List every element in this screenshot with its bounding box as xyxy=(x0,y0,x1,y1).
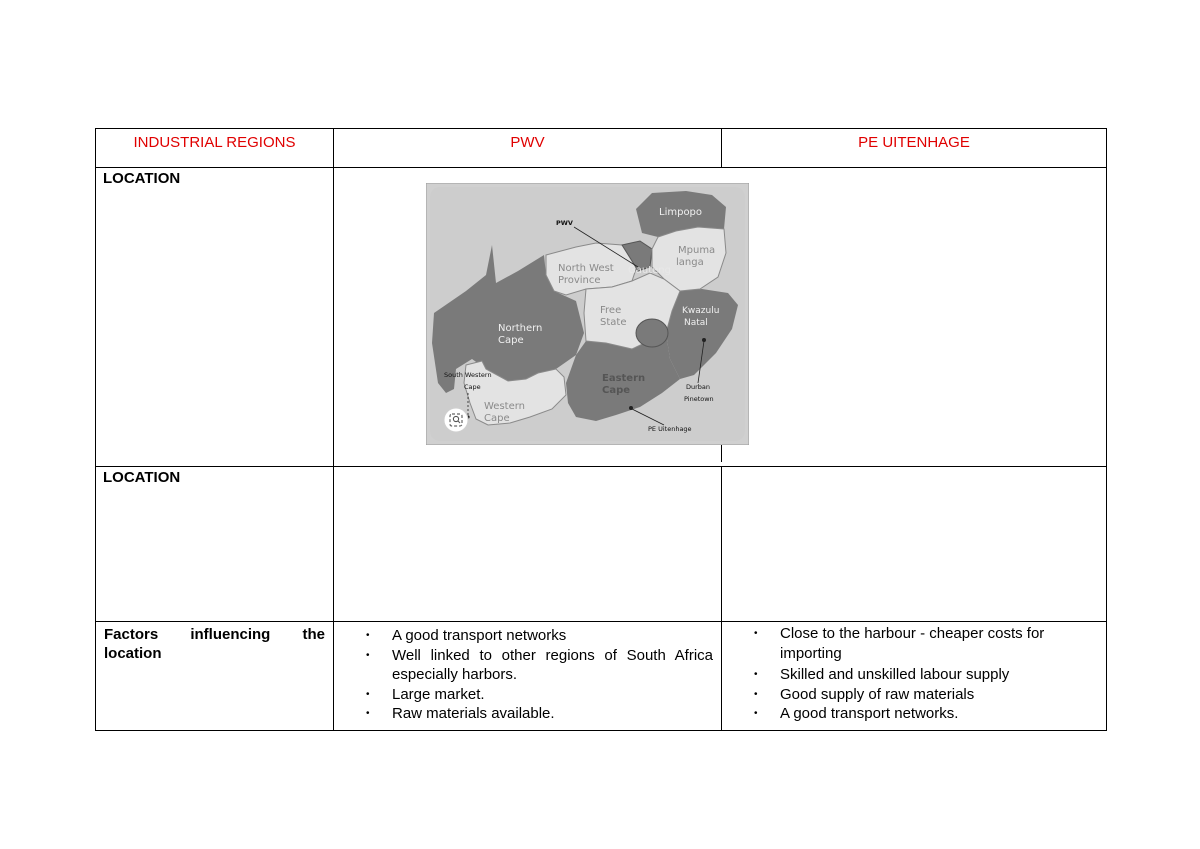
bullet-icon: • xyxy=(754,708,758,719)
list-item: • Raw materials available. xyxy=(366,705,555,722)
map-label-gauteng: Gauteng xyxy=(628,265,671,276)
lesotho-region xyxy=(636,319,668,347)
map-label-western-cape-1: Western xyxy=(484,401,526,412)
map-label-sw-cape-1: South Western xyxy=(444,371,492,379)
map-label-eastern-cape-1: Eastern xyxy=(602,373,646,384)
list-item: • Large market. xyxy=(366,685,485,703)
map-label-north-west-2: Province xyxy=(558,275,601,286)
factors-row xyxy=(96,622,1107,731)
map-label-mpumalanga-2: langa xyxy=(676,257,704,268)
location-row-2 xyxy=(96,467,1107,622)
map-label-pwv: PWV xyxy=(556,219,573,227)
image-search-icon[interactable] xyxy=(444,408,468,432)
location-label-1: LOCATION xyxy=(96,168,334,467)
map-label-durban-2: Pinetown xyxy=(684,395,714,403)
bullet-icon: • xyxy=(366,688,370,700)
pe-location-cell xyxy=(722,467,1107,622)
map-label-pe: PE Uitenhage xyxy=(648,425,692,433)
list-item: • Skilled and unskilled labour supply xyxy=(754,666,1010,683)
map-label-northern-cape-1: Northern xyxy=(498,323,543,334)
map-label-western-cape-2: Cape xyxy=(484,413,510,424)
pwv-factors-list xyxy=(366,626,713,724)
header-pe-uitenhage: PE UITENHAGE xyxy=(722,129,1107,168)
bullet-icon: • xyxy=(366,649,370,661)
header-pwv: PWV xyxy=(334,129,722,168)
map-label-kwazulu-1: Kwazulu xyxy=(682,306,720,316)
location-label-2: LOCATION xyxy=(96,467,334,622)
list-item: • Well linked to other regions of South Africa especially harbors. xyxy=(366,646,713,683)
bullet-icon: • xyxy=(754,669,758,680)
factors-label: Factors influencing the location xyxy=(96,622,334,731)
map-label-north-west-1: North West xyxy=(558,263,614,274)
map-label-northern-cape-2: Cape xyxy=(498,335,524,346)
bullet-icon: • xyxy=(754,628,758,639)
header-industrial-regions: INDUSTRIAL REGIONS xyxy=(96,129,334,168)
pe-marker xyxy=(629,406,633,410)
map-label-durban-1: Durban xyxy=(686,383,711,391)
bullet-icon: • xyxy=(366,708,370,719)
map-label-eastern-cape-2: Cape xyxy=(602,385,631,396)
list-item: • Good supply of raw materials xyxy=(754,685,975,703)
pe-factors-list xyxy=(754,624,1062,724)
list-item: • A good transport networks xyxy=(366,627,567,644)
bullet-icon: • xyxy=(754,688,758,700)
map-label-mpumalanga-1: Mpuma xyxy=(678,245,716,256)
bullet-icon: • xyxy=(366,630,370,641)
map-label-limpopo: Limpopo xyxy=(659,207,703,218)
map-svg xyxy=(426,183,749,445)
map-label-kwazulu-2: Natal xyxy=(684,318,708,328)
list-item: • A good transport networks. xyxy=(754,705,959,722)
map-label-free-state-2: State xyxy=(600,317,627,328)
south-africa-map xyxy=(426,183,749,445)
pwv-factors-cell xyxy=(334,622,722,731)
list-item: • Close to the harbour - cheaper costs for importing xyxy=(754,625,1045,662)
map-label-free-state-1: Free xyxy=(600,305,622,316)
pe-factors-cell xyxy=(722,622,1107,731)
map-label-sw-cape-2: Cape xyxy=(464,383,481,391)
pwv-location-cell xyxy=(334,467,722,622)
header-row xyxy=(96,129,1107,168)
map-row-divider xyxy=(721,445,722,462)
durban-marker xyxy=(702,338,706,342)
